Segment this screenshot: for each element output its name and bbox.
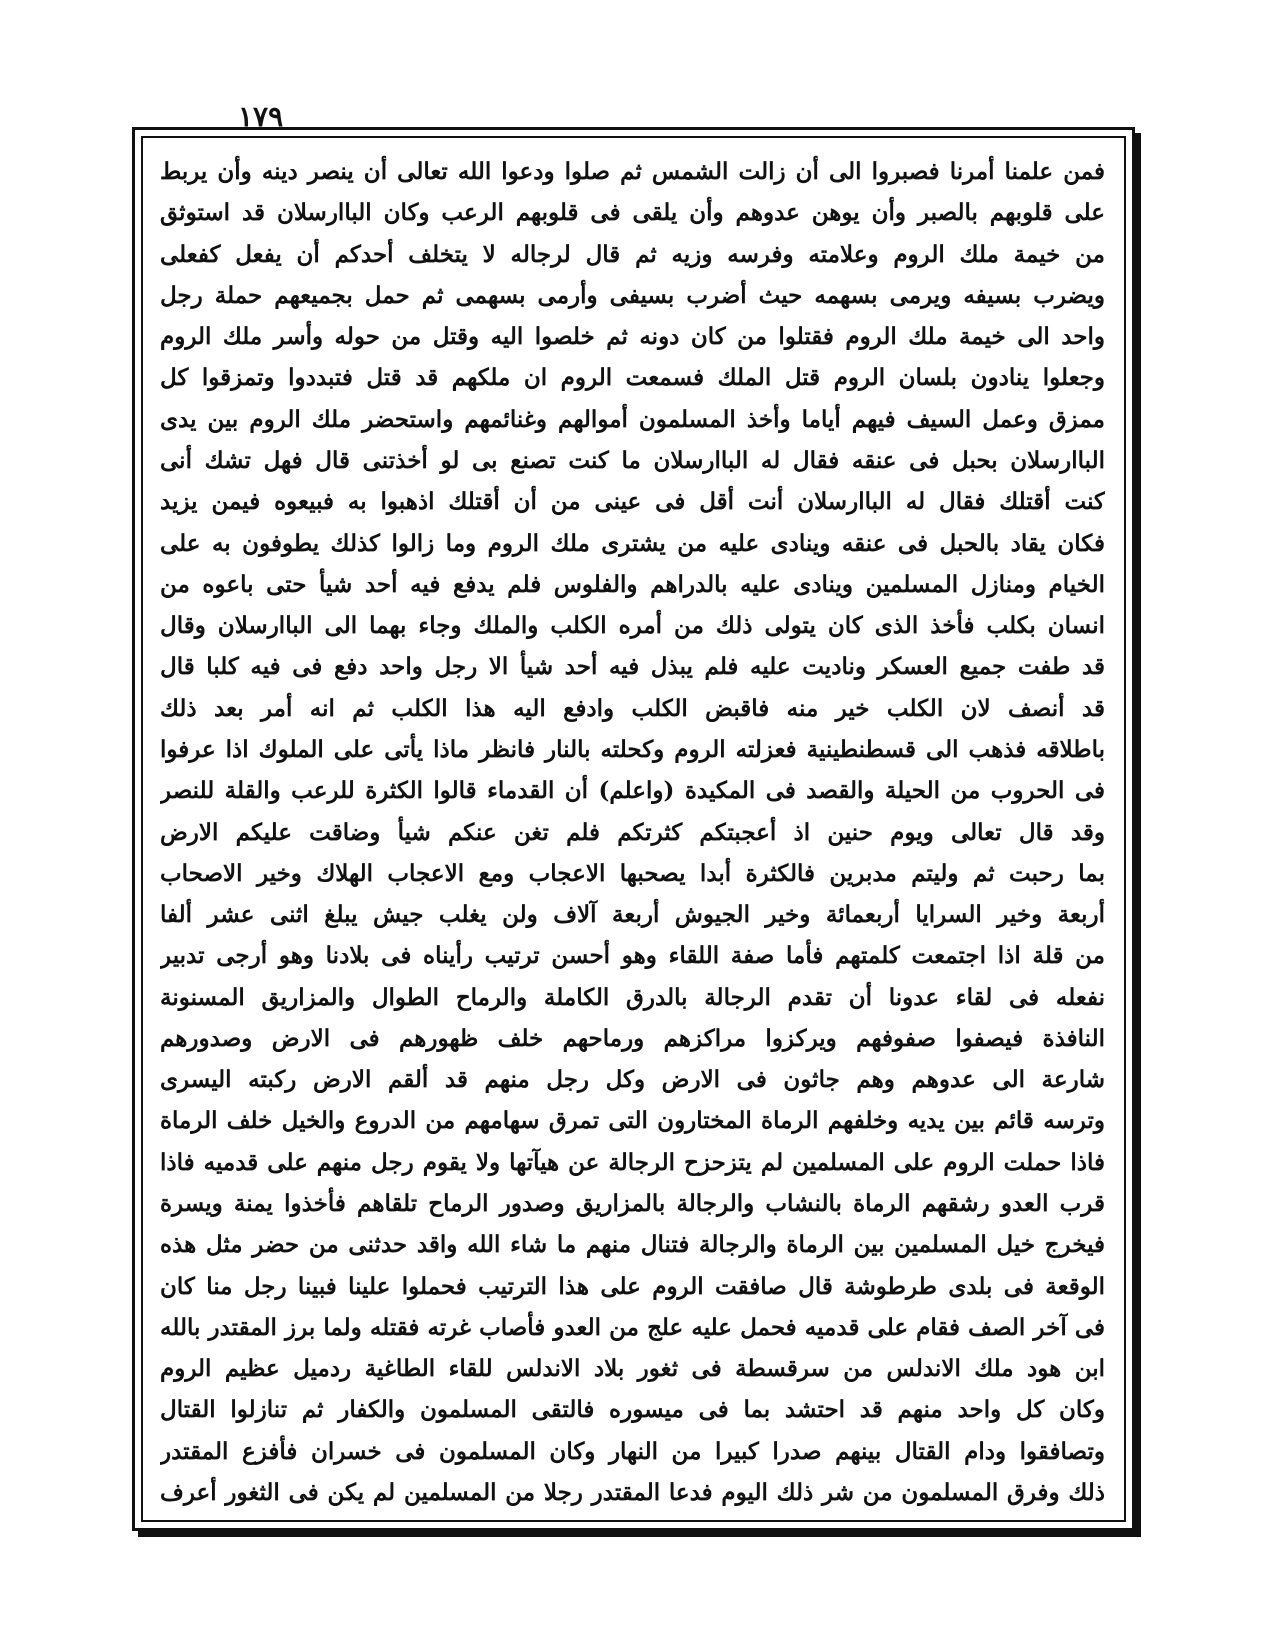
text-line: على قلوبهم بالصبر وأن يوهن عدوهم وأن يلقى فى قلوبهم الرعب وكان الباارسلان قد استوثق xyxy=(160,199,1105,227)
text-line: باطلاقه فذهب الى قسطنطينية فعزلته الروم وكحلته بالنار فانظر ماذا يأتى على الملوك اذا عرفوا xyxy=(160,735,1105,763)
text-line: قرب العدو رشقهم الرماة بالنشاب والرجالة بالمزاريق وصدور الرماح تلقاهم فأخذوا يمنة ويسرة xyxy=(160,1190,1105,1218)
text-line: الوقعة فى بلدى طرطوشة قال صافقت الروم على هذا الترتيب فحملوا علينا فبينا رجل منا كان xyxy=(160,1272,1105,1300)
text-line: الخيام ومنازل المسلمين وينادى عليه بالدراهم والفلوس فلم يدفع فيه أحد شيأ حتى باعوه من xyxy=(160,570,1105,598)
text-line: النافذة فيصفوا صفوفهم ويركزوا مراكزهم ورماحهم خلف ظهورهم فى الارض وصدورهم xyxy=(160,1024,1105,1052)
text-line: من خيمة ملك الروم وعلامته وفرسه وزيه ثم قال لرجاله لا يتخلف أحدكم أن يفعل كفعلى xyxy=(160,240,1105,268)
text-line: نفعله فى لقاء عدونا أن تقدم الرجالة بالدرق الكاملة والرماح الطوال والمزاريق المسنونة xyxy=(160,983,1105,1011)
text-line: فى آخر الصف فقام على قدميه فحمل عليه علج من العدو فأصاب غرته فقتله ولما برز المقتدر بالله xyxy=(160,1313,1105,1341)
text-line: وتصافقوا ودام القتال بينهم صدرا كبيرا من النهار وكان المسلمون فى خسران فأفزع المقتدر xyxy=(160,1437,1105,1465)
text-line: ويضرب بسيفه ويرمى بسهمه حيث أضرب بسيفى وأرمى بسهمى ثم حمل بجميعهم حملة رجل xyxy=(160,281,1105,309)
text-line: فكان يقاد بالحبل فى عنقه وينادى عليه من يشترى ملك الروم وما زالوا كذلك يطوفون به على xyxy=(160,529,1105,557)
text-line: وجعلوا ينادون بلسان الروم قتل الملك فسمعت الروم ان ملكهم قد قتل فتبددوا وتمزقوا كل xyxy=(160,364,1105,392)
text-line: قد أنصف لان الكلب خير منه فاقبض الكلب وادفع اليه هذا الكلب ثم انه أمر بعد ذلك xyxy=(160,694,1105,722)
text-line: وقد قال تعالى ويوم حنين اذ أعجبتكم كثرتكم فلم تغن عنكم شيأ وضاقت عليكم الارض xyxy=(160,818,1105,846)
page-number: ١٧٩ xyxy=(238,100,284,133)
text-line: ممزق وعمل السيف فيهم أياما وأخذ المسلمون أموالهم وغنائمهم واستحضر ملك الروم بين يدى xyxy=(160,405,1105,433)
text-line: شارعة الى عدوهم وهم جاثون فى الارض وكل رجل منهم قد ألقم الارض ركبته اليسرى xyxy=(160,1066,1105,1094)
text-line: وكان كل واحد منهم قد احتشد بما فى ميسوره فالتقى المسلمون والكفار ثم تنازلوا القتال xyxy=(160,1396,1105,1424)
text-line: أربعة وخير السرايا أربعمائة وخير الجيوش أربعة آلاف ولن يغلب جيش يبلغ اثنى عشر ألفا xyxy=(160,901,1105,929)
text-line: فى الحروب من الحيلة والقصد فى المكيدة (واعلم) أن القدماء قالوا الكثرة للرعب والقلة للنصر xyxy=(160,777,1105,805)
text-line: ذلك وفرق المسلمون من شر ذلك اليوم فدعا المقتدر رجلا من المسلمين لم يكن فى الثغور أعرف xyxy=(160,1479,1105,1506)
text-line: ابن هود ملك الاندلس من سرقسطة فى ثغور بلاد الاندلس للقاء الطاغية ردميل عظيم الروم xyxy=(160,1355,1105,1383)
text-line: قد طفت جميع العسكر وناديت عليه فلم يبذل فيه أحد شيأ الا رجل واحد دفع فى فيه كلبا قال xyxy=(160,653,1105,681)
text-line: فمن علمنا أمرنا فصبروا الى أن زالت الشمس ثم صلوا ودعوا الله تعالى أن ينصر دينه وأن يربط xyxy=(160,158,1105,185)
text-line: انسان بكلب فأخذ الذى كان يتولى ذلك من أمره الكلب والملك وجاء بهما الى الباارسلان وقال xyxy=(160,612,1105,640)
text-line: فاذا حملت الروم على المسلمين لم يتزحزح الرجالة عن هيآتها ولا يقوم رجل منهم على قدميه فاذا xyxy=(160,1148,1105,1176)
text-line: من قلة اذا اجتمعت كلمتهم فأما صفة اللقاء وهو أحسن ترتيب رأيناه فى بلادنا وهو أرجى تدبير xyxy=(160,942,1105,970)
page-frame-shadow-bottom xyxy=(138,1531,1141,1537)
text-line: واحد الى خيمة ملك الروم فقتلوا من كان دونه ثم خلصوا اليه وقتل من حوله وأسر ملك الروم xyxy=(160,323,1105,351)
text-line: وترسه قائم بين يديه وخلفهم الرماة المختارون التى تمرق سهامهم من الدروع والخيل خلف الرماة xyxy=(160,1107,1105,1135)
text-line: فيخرج خيل المسلمين بين الرماة والرجالة فتنال منهم ما شاء الله واقد حدثنى من حضر مثل هذه xyxy=(160,1231,1105,1259)
page-frame-shadow-right xyxy=(1135,133,1141,1537)
text-body xyxy=(160,152,1105,1512)
text-line: كنت أقتلك فقال له الباارسلان أنت أقل فى عينى من أن أقتلك اذهبوا به فبيعوه فيمن يزيد xyxy=(160,488,1105,516)
text-line: الباارسلان بحبل فى عنقه فقال له الباارسلان ما كنت تصنع بى لو أخذتنى قال فهل تشك أنى xyxy=(160,446,1105,474)
text-line: بما رحبت ثم وليتم مدبرين فالكثرة أبدا يصحبها الاعجاب ومع الاعجاب الهلاك وخير الاصحاب xyxy=(160,859,1105,887)
